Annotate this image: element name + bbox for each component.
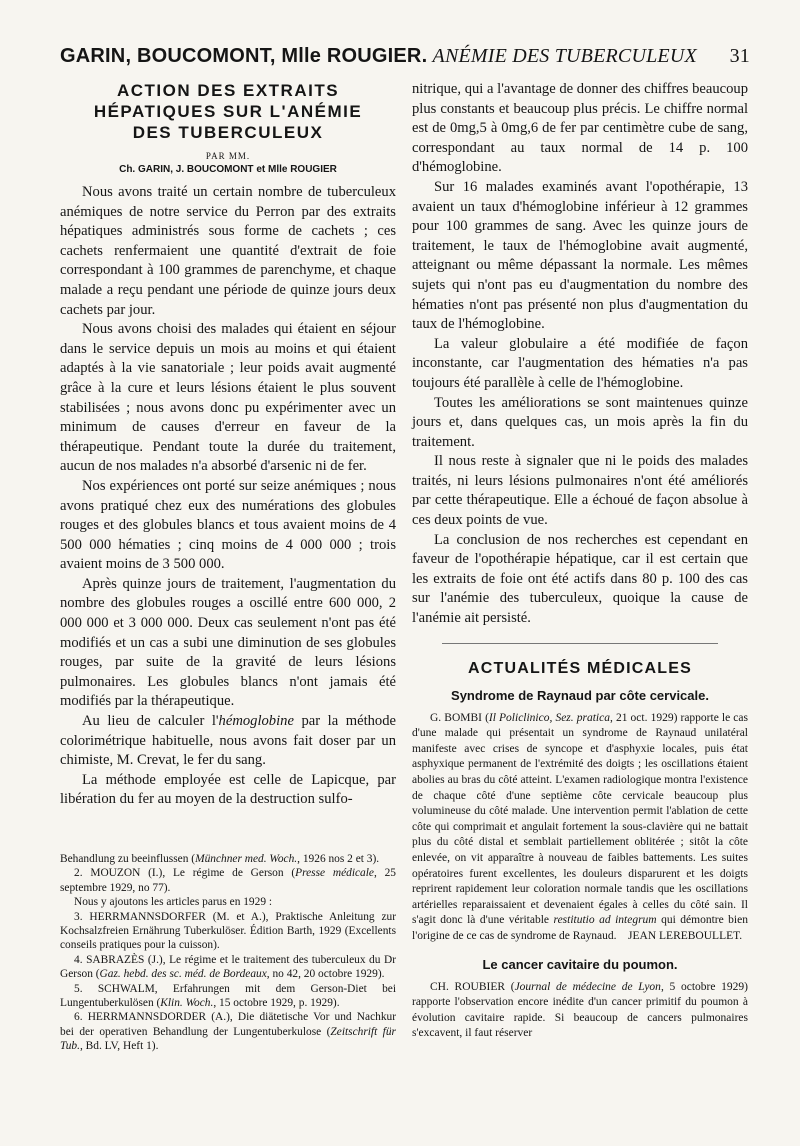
sub-heading: Syndrome de Raynaud par côte cervicale. <box>451 687 709 703</box>
text-run: 5. SCHWALM, Erfahrungen mit dem Gerson-Diet bei Lungentuberkulösen ( <box>60 982 396 1010</box>
text-run: 2. MOUZON (I.), Le régime de Gerson ( <box>74 867 296 880</box>
article-title-line: HÉPATIQUES SUR L'ANÉMIE <box>93 102 363 121</box>
text-run: Behandlung zu beeinflussen ( <box>60 853 196 865</box>
byline-prefix: PAR MM. <box>205 151 251 161</box>
footnote: Nous y ajoutons les articles parus en 1929 : <box>74 896 273 909</box>
running-head-authors: GARIN, BOUCOMONT, Mlle ROUGIER. <box>60 45 428 67</box>
body-paragraph <box>60 712 396 771</box>
body-paragraph: Il nous reste à signaler que ni le poids des malades traités, ni leurs lésions pulmonaires n'ont été améliorés par cette thérapeutique. Elle a échoué de façon absolue à ces deux points de vue. <box>412 453 748 529</box>
abstract-paragraph <box>412 980 748 1042</box>
article-title-line: ACTION DES EXTRAITS <box>116 81 340 100</box>
body-paragraph: nitrique, qui a l'avantage de donner des chiffres beaucoup plus constants et beaucoup plus précis. Le chiffre normal est de 0mg,5 à 0mg,6 de fer par centimètre cube de sang, correspondant au taux normal de 14 p. 100 d'hémoglobine. <box>412 81 748 176</box>
text-italic: Il Policlinico, Sez. pratica <box>488 711 610 724</box>
text-italic: hémoglobine <box>218 713 294 730</box>
running-head-title: ANÉMIE DES TUBERCULEUX <box>432 45 697 67</box>
text-italic: Münchner med. Woch. <box>195 853 298 865</box>
body-paragraph: Nos expériences ont porté sur seize anémiques ; nous avons pratiqué chez eux des numérations des globules rouges et des globules blancs et tous avaient moins de 4 500 000 hématies ; cinq moins de 4 000 000 ; trois avaient moins de 3 500 000. <box>60 477 396 573</box>
page-number: 31 <box>729 45 750 67</box>
abstract-paragraph <box>412 711 748 945</box>
text-run: , 25 septembre 1929, no 77). <box>60 867 397 894</box>
body-paragraph: Nous avons choisi des malades qui étaient en séjour dans le service depuis un mois au moins et qui étaient adaptés à la vie sanatoriale ; leur poids avait augmenté grâce à la cure et leurs lésions étaient le plus souvent stabilisées ; nous avons donc pu expérimenter avec un minimum de causes d'erreur en faveur de la thérapeutique. Pendant toute la durée du traitement, aucun de nos malades n'a absorbé d'arsenic ni de fer. <box>60 321 396 475</box>
sub-heading: Le cancer cavitaire du poumon. <box>482 956 678 972</box>
body-paragraph: La méthode employée est celle de Lapicque, par libération du fer au moyen de la destruction sulfo- <box>60 771 396 808</box>
body-paragraph: Sur 16 malades examinés avant l'opothérapie, 13 avaient un taux d'hémoglobine inférieur à 12 grammes pour 100 grammes de sang. Avec les quinze jours de traitement, le taux de l'hémoglobine avait augmenté, atteignant ou même dépassant la normale. Les mêmes sujets qui n'ont pas eu d'augmentation du nombre des hématies n'ont pas présenté non plus d'augmentation du taux de l'hémoglobine. <box>412 178 748 333</box>
text-italic: restitutio ad integrum <box>553 914 657 927</box>
text-run: , 1926 nos 2 et 3). <box>297 853 380 865</box>
footnote <box>60 1010 396 1053</box>
signature: JEAN LEREBOULLET. <box>628 929 743 942</box>
text-run: , 5 octobre 1929) rapporte l'observation encore inédite d'un cancer primitif du poumon à évolution cavitaire rapide. Si beaucoup de cancers pulmonaires s'excavent, il faut réserver <box>412 980 748 1040</box>
body-paragraph: Nous avons traité un certain nombre de tuberculeux anémiques de notre service du Perron par des extraits hépatiques administrés sous forme de cachets ; ces cachets renfermaient une quantité d'extrait de foie correspondant à 100 grammes de parenchyme, et chaque malade a reçu pendant une période de quinze jours deux cachets par jour. <box>60 184 396 318</box>
text-run: G. BOMBI ( <box>430 711 489 724</box>
text-run: 6. HERRMANNSDORDER (A.), Die diätetische Vor und Nachkur bei der operativen Behandlung der Lungentuberkulose ( <box>60 1011 396 1038</box>
text-italic: Zeitschrift für Tub. <box>60 1025 396 1053</box>
footnotes <box>60 852 396 1054</box>
text-run: 4. SABRAZÈS (J.), Le régime et le traitement des tuberculeux du Dr Gerson ( <box>60 953 396 981</box>
running-head <box>60 44 750 68</box>
section-divider <box>442 643 718 644</box>
body-paragraph: Après quinze jours de traitement, l'augmentation du nombre des globules rouges a oscillé entre 600 000, 2 000 000 et 3 000 000. Deux cas seulement n'ont pas été modifiés et un cas a subi une diminution de ses globules rouges, par suite de la gravité de leurs lésions pulmonaires. Les globules blancs n'ont jamais été modifiés par la thérapeutique. <box>60 575 396 710</box>
text-italic: Journal de médecine de Lyon <box>514 980 661 993</box>
text-run: CH. ROUBIER ( <box>430 980 515 993</box>
body-paragraph: Toutes les améliorations se sont maintenues quinze jours et, dans quelques cas, un mois après la fin du traitement. <box>412 394 748 450</box>
text-run: par la méthode colorimétrique habituelle, nous avons fait doser par un chimiste, M. Crevat, le fer du sang. <box>60 713 396 769</box>
footnote <box>60 982 396 1011</box>
text-italic: Klin. Woch. <box>160 997 214 1010</box>
text-run: , Bd. LV, Heft 1). <box>79 1040 159 1053</box>
body-paragraph: La conclusion de nos recherches est cependant en faveur de l'opothérapie hépatique, car il est certain que les extraits de foie ont été actifs dans 80 p. 100 des cas sur l'anémie des tuberculeux, quoique la cause de l'anémie ait persisté. <box>412 531 748 627</box>
right-column <box>412 80 748 1042</box>
text-run: Au lieu de calculer l' <box>82 713 219 730</box>
article-authors: Ch. GARIN, J. BOUCOMONT et Mlle ROUGIER <box>119 164 337 175</box>
text-run: qui démontre bien l'origine de ce cas de syndrome de Raynaud. <box>412 914 748 942</box>
article-title <box>60 80 396 143</box>
text-run: , no 42, 20 octobre 1929). <box>266 968 385 981</box>
footnote <box>60 866 396 895</box>
body-paragraph: La valeur globulaire a été modifiée de façon inconstante, car l'augmentation des hématies n'a pas toujours été parallèle à celle de l'hémoglobine. <box>412 335 748 391</box>
article-title-line: DES TUBERCULEUX <box>132 123 324 142</box>
text-italic: Presse médicale <box>295 867 374 880</box>
text-run: , 21 oct. 1929) rapporte le cas d'une malade qui présentait un syndrome de Raynaud unilatéral manifeste avec crises de syncope et d'asphyxie locales, puis état asphyxique permanent de l'extrémité des doigts ; les oscillations étaient abolies au bras du côté atteint. L'examen radiologique montra l'existence de chaque côté d'une septième côte cervicale beaucoup plus volumineuse du côté malade. Une intervention permit l'ablation de cette côte qui comprimait et angulait fortement la sous-clavière qui ne battait plus du côté distal et semblait partiellement oblitérée ; sitôt la côte enlevée, on vit apparaître à nouveau de faibles battements. Les suites opératoires furent excellentes, les douleurs disparurent et les doigts reprirent rapidement leur coloration normale tandis que les oscillations artérielles reparaissaient et devenaient égales à celles du côté sain. Il s'agit donc là d'une véritable <box>412 711 748 927</box>
footnote <box>60 852 396 866</box>
text-run: , 15 octobre 1929, p. 1929). <box>213 997 340 1010</box>
section-heading: ACTUALITÉS MÉDICALES <box>468 659 692 677</box>
text-italic: Gaz. hebd. des sc. méd. de Bordeaux <box>99 968 267 981</box>
left-column <box>60 80 396 810</box>
footnote: 3. HERRMANNSDORFER (M. et A.), Praktische Anleitung zur Kochsalzfreien Ernährung Tuberkulöser. Édition Barth, 1929 (Excellents conseils pratiques pour la cuisson). <box>60 910 396 952</box>
footnote <box>60 953 396 982</box>
